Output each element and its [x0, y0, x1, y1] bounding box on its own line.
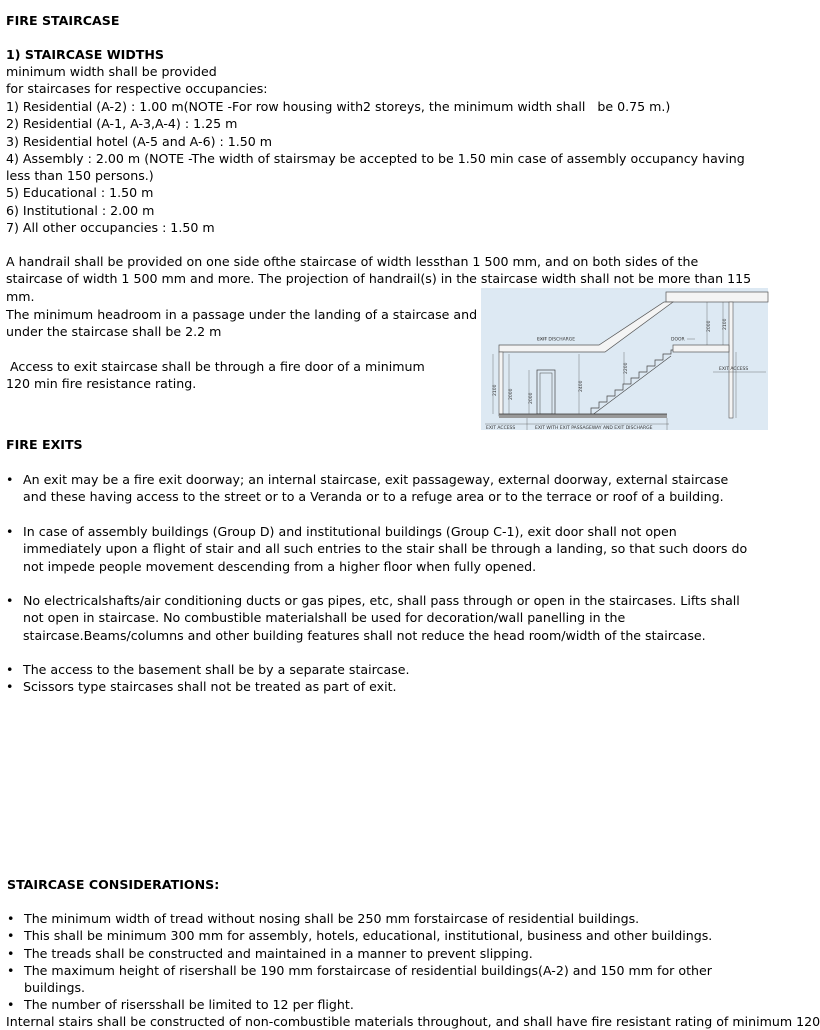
dim-label: 2100	[493, 384, 498, 396]
bullet-icon: •	[6, 662, 14, 677]
left-wall	[499, 352, 503, 416]
upper-landing	[673, 345, 729, 352]
ground-hatch	[499, 414, 667, 418]
dim-label: 2100	[723, 318, 728, 330]
widths-item: 3) Residential hotel (A-5 and A-6) : 1.50 m	[6, 134, 273, 149]
staircase-section-diagram	[481, 288, 768, 430]
handrail-paragraph: A handrail shall be provided on one side ofthe staircase of width lessthan 1 500 mm, and on both sides of the staircase of width 1 500 mm and more. The projection of handrail(s) in the staircase width shall not be more than 115 mm.	[6, 254, 752, 304]
widths-item: 1) Residential (A-2) : 1.00 m(NOTE -For row housing with2 storeys, the minimum width shall be 0.75 m.)	[6, 99, 671, 114]
list-item: • No electricalshafts/air conditioning ducts or gas pipes, etc, shall pass through or open in the staircases. Lifts shall not open in staircase. No combustible materialshall be used for decoration/wall panelling in the staircase.Beams/columns and other building features shall not reduce the head room/width of the staircase.	[6, 593, 740, 643]
widths-item: 4) Assembly : 2.00 m (NOTE -The width of stairsmay be accepted to be 1.50 min case of assembly occupancy having less than 150 persons.)	[6, 151, 793, 184]
bullet-icon: •	[6, 472, 14, 487]
stair-flight	[591, 350, 673, 414]
considerations-heading: STAIRCASE CONSIDERATIONS:	[7, 877, 220, 892]
list-item: • An exit may be a fire exit doorway; an internal staircase, exit passageway, external doorway, external staircase and these having access to the street or to a Veranda or to a refuge area or to the terrace or roof of a building.	[6, 472, 729, 505]
list-item: • In case of assembly buildings (Group D) and institutional buildings (Group C-1), exit door shall not open immediately upon a flight of stair and all such entries to the stair shall be through a landing, so that such doors do not impede people movement descending from a higher floor when fully opened.	[6, 524, 748, 574]
label-door: DOOR	[671, 337, 685, 343]
fire-exits-list-4	[6, 661, 752, 696]
bullet-icon: •	[6, 679, 14, 695]
label-exit-passageway: EXIT WITH EXIT PASSAGEWAY AND EXIT DISCHARGE	[535, 426, 653, 431]
dim-label: 2000	[707, 320, 712, 332]
list-item: • The minimum width of tread without nosing shall be 250 mm forstaircase of residential buildings.	[7, 911, 640, 926]
widths-item: 6) Institutional : 2.00 m	[6, 203, 155, 218]
list-item: • Scissors type staircases shall not be treated as part of exit.	[6, 679, 397, 695]
bullet-icon: •	[7, 962, 15, 978]
fire-exits-list-3	[6, 592, 752, 644]
list-item: • The access to the basement shall be by a separate staircase.	[6, 662, 410, 677]
dim-label: 2400	[579, 380, 584, 392]
right-wall	[729, 302, 733, 418]
widths-item: 5) Educational : 1.50 m	[6, 185, 154, 200]
widths-heading: 1) STAIRCASE WIDTHS	[6, 47, 164, 62]
bullet-icon: •	[7, 911, 15, 926]
page-title: FIRE STAIRCASE	[6, 13, 120, 28]
widths-intro-1: minimum width shall be provided	[6, 64, 217, 79]
widths-item: 2) Residential (A-1, A-3,A-4) : 1.25 m	[6, 116, 238, 131]
bullet-icon: •	[7, 997, 15, 1013]
roof-slab	[666, 292, 768, 302]
label-exit-access-right: EXIT ACCESS	[719, 367, 749, 372]
widths-item: 7) All other occupancies : 1.50 m	[6, 220, 215, 235]
list-item: • The treads shall be constructed and maintained in a manner to prevent slipping.	[7, 945, 533, 961]
label-exit-access-bottom: EXIT ACCESS	[486, 426, 516, 431]
access-paragraph: Access to exit staircase shall be through a fire door of a minimum 120 min fire resistance rating.	[6, 359, 429, 392]
list-item: • The maximum height of risershall be 190 mm forstaircase of residential buildings(A-2) and 150 mm for other buildings.	[7, 962, 712, 996]
bullet-icon: •	[7, 945, 15, 961]
considerations-list	[7, 910, 752, 1014]
bullet-icon: •	[6, 593, 14, 608]
door	[537, 370, 555, 414]
landing-slab	[499, 302, 673, 352]
dim-label: 2200	[624, 362, 629, 374]
dim-label: 2000	[509, 388, 514, 400]
footer-cut-paragraph: Internal stairs shall be constructed of non-combustible materials throughout, and shall have fire resistant rating of minimum 120	[6, 1014, 820, 1029]
list-item: • This shall be minimum 300 mm for assembly, hotels, educational, institutional, business and other buildings.	[7, 928, 713, 944]
widths-intro-2: for staircases for respective occupancies:	[6, 81, 268, 96]
bullet-icon: •	[7, 928, 15, 944]
headroom-paragraph: The minimum headroom in a passage under the landing of a staircase and under the staircase shall be 2.2 m	[6, 307, 478, 340]
dim-label: 2000	[529, 392, 534, 404]
fire-exits-list-1	[6, 471, 752, 506]
label-exit-discharge: EXIT DISCHARGE	[537, 337, 576, 343]
bullet-icon: •	[6, 524, 14, 539]
fire-exits-list-2	[6, 523, 752, 575]
fire-exits-heading: FIRE EXITS	[6, 437, 83, 452]
list-item: • The number of risersshall be limited to 12 per flight.	[7, 997, 354, 1013]
